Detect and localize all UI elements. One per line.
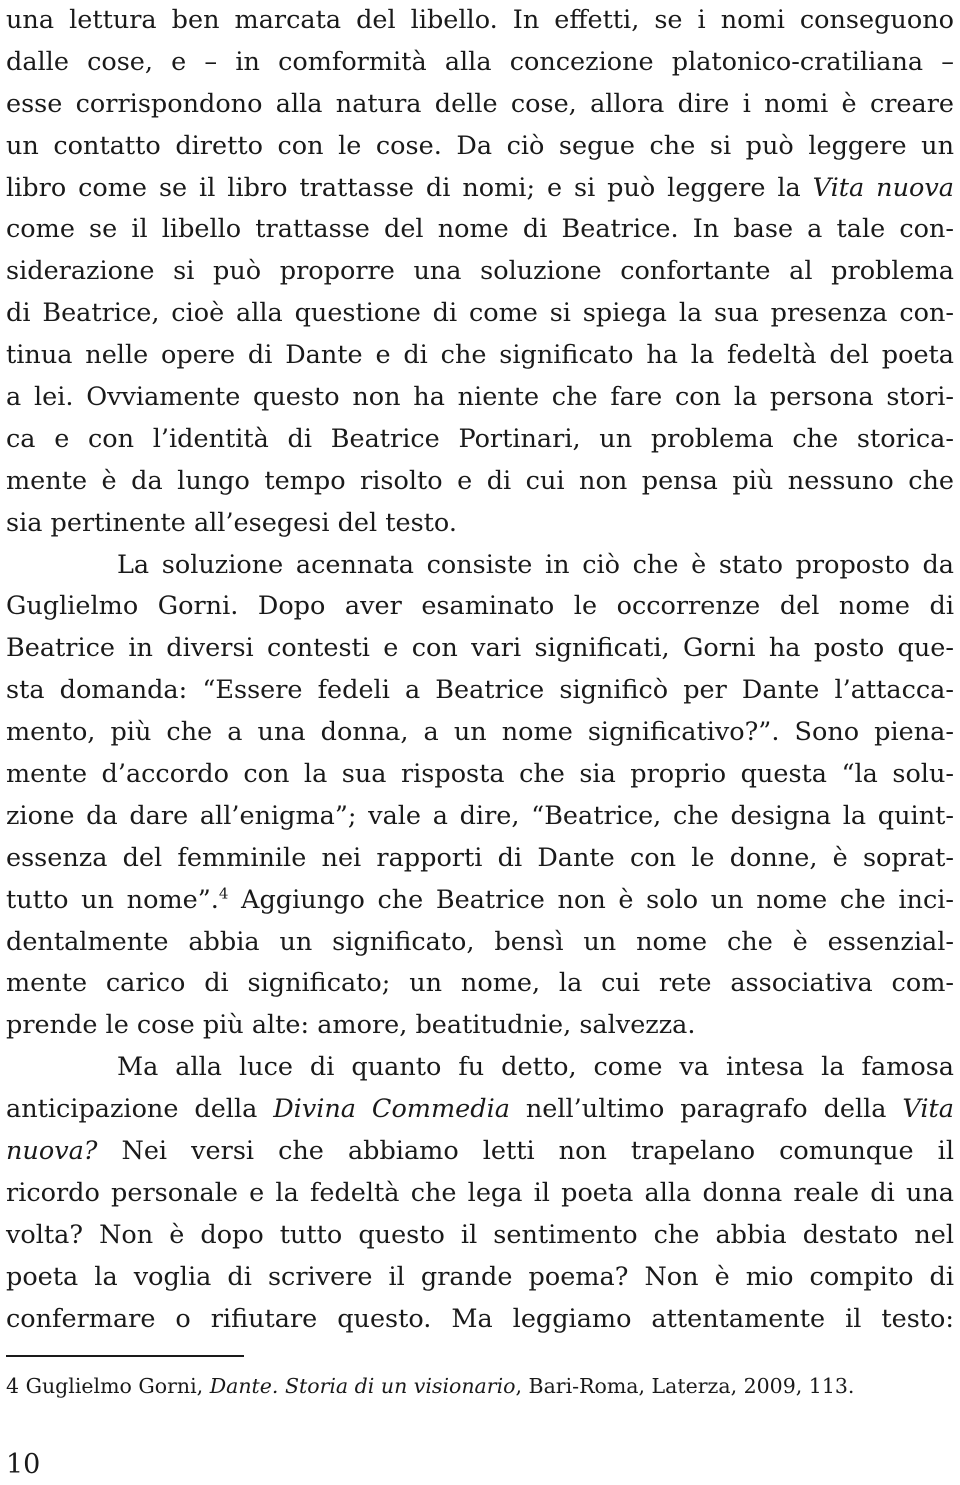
text-line — [6, 377, 954, 419]
text-span: una lettura ben marcata del libello. In effetti, se i nomi conseguono — [6, 5, 954, 35]
italic-title: Vita nuova — [812, 172, 954, 203]
text-line — [6, 1299, 954, 1341]
text-span: tutto un nome”. — [6, 884, 219, 915]
text-span: prende le cose più alte: amore, beatitudnie, salvezza. — [6, 1010, 696, 1041]
text-line — [6, 670, 954, 712]
text-span: La soluzione acennata consiste in ciò che è stato proposto da — [117, 549, 954, 580]
text-line — [6, 293, 954, 335]
paragraph-1 — [6, 0, 954, 545]
text-span: mente d’accordo con la sua risposta che sia proprio questa “la solu- — [6, 759, 954, 790]
text-span: sta domanda: “Essere fedeli a Beatrice significò per Dante l’attacca- — [6, 675, 954, 706]
text-span: ricordo personale e la fedeltà che lega il poeta alla donna reale di una — [6, 1177, 954, 1208]
text-line — [6, 42, 954, 84]
text-span: dalle cose, e – in comformità alla concezione platonico-cratiliana – — [6, 46, 954, 77]
text-span: tinua nelle opere di Dante e di che significato ha la fedeltà del poeta — [6, 340, 954, 371]
text-span: esse corrispondono alla natura delle cose, allora dire i nomi è creare — [6, 88, 954, 119]
text-line — [6, 1047, 954, 1089]
text-line — [6, 712, 954, 754]
text-line — [6, 335, 954, 377]
text-line — [6, 586, 954, 628]
text-span: anticipazione della — [6, 1094, 274, 1125]
footnote-author: Guglielmo Gorni, — [19, 1374, 210, 1398]
text-span: Guglielmo Gorni. Dopo aver esaminato le occorrenze del nome di — [6, 591, 954, 622]
footnote — [6, 1372, 854, 1400]
text-line — [6, 838, 954, 880]
page-number: 10 — [6, 1449, 41, 1480]
text-span: confermare o rifiutare questo. Ma leggiamo attentamente il testo: — [6, 1303, 954, 1334]
text-line — [6, 419, 954, 461]
text-line — [6, 963, 954, 1005]
footnote-number: 4 — [6, 1374, 20, 1398]
text-line — [6, 84, 954, 126]
footnote-title: Dante. Storia di un visionario — [209, 1374, 516, 1398]
text-span: Ma alla luce di quanto fu detto, come va intesa la famosa — [117, 1052, 954, 1083]
text-line — [6, 1215, 954, 1257]
paragraph-2 — [6, 545, 954, 1048]
text-line — [6, 126, 954, 168]
text-line — [6, 1257, 954, 1299]
text-line — [6, 1089, 954, 1131]
text-line — [6, 209, 954, 251]
text-span: volta? Non è dopo tutto questo il sentimento che abbia destato nel — [6, 1219, 954, 1250]
text-span: poeta la voglia di scrivere il grande poema? Non è mio compito di — [6, 1261, 954, 1292]
text-line — [6, 880, 954, 922]
text-span: mente carico di significato; un nome, la cui rete associativa com- — [6, 968, 954, 999]
text-span: libro come se il libro trattasse di nomi; e si può leggere la — [6, 172, 813, 203]
text-span: Aggiungo che Beatrice non è solo un nome che inci- — [228, 884, 954, 915]
text-line — [6, 168, 954, 210]
text-span: Beatrice in diversi contesti e con vari significati, Gorni ha posto que- — [6, 633, 954, 664]
page-body — [6, 0, 954, 1341]
text-span: a lei. Ovviamente questo non ha niente che fare con la persona stori- — [6, 382, 954, 413]
text-span: sia pertinente all’esegesi del testo. — [6, 507, 457, 538]
text-line — [6, 1005, 954, 1047]
text-line — [6, 545, 954, 587]
italic-title: Divina Commedia — [273, 1094, 510, 1125]
text-line — [6, 0, 954, 42]
text-line — [6, 1131, 954, 1173]
footnote-ref: 4 — [218, 884, 229, 903]
text-line — [6, 503, 954, 545]
text-span: dentalmente abbia un significato, bensì un nome che è essenzial- — [6, 926, 954, 957]
text-span: zione da dare all’enigma”; vale a dire, “Beatrice, che designa la quint- — [6, 800, 954, 831]
text-line — [6, 796, 954, 838]
text-span: essenza del femminile nei rapporti di Dante con le donne, è soprat- — [6, 842, 954, 873]
text-line — [6, 461, 954, 503]
text-span: ca e con l’identità di Beatrice Portinari, un problema che storica- — [6, 423, 954, 454]
text-line — [6, 754, 954, 796]
text-span: nell’ultimo paragrafo della — [509, 1094, 903, 1125]
text-line — [6, 922, 954, 964]
italic-title: nuova? — [6, 1136, 98, 1167]
text-span: mente è da lungo tempo risolto e di cui non pensa più nessuno che — [6, 465, 954, 496]
text-line — [6, 1173, 954, 1215]
footnote-publication: , Bari-Roma, Laterza, 2009, 113. — [515, 1374, 855, 1398]
italic-title: Vita — [902, 1094, 954, 1125]
paragraph-3 — [6, 1047, 954, 1340]
text-span: mento, più che a una donna, a un nome significativo?”. Sono piena- — [6, 717, 954, 748]
text-span: come se il libello trattasse del nome di Beatrice. In base a tale con- — [6, 214, 954, 245]
text-span: un contatto diretto con le cose. Da ciò segue che si può leggere un — [6, 130, 954, 161]
text-span: di Beatrice, cioè alla questione di come si spiega la sua presenza con- — [6, 298, 954, 329]
text-line — [6, 628, 954, 670]
text-span: siderazione si può proporre una soluzione confortante al problema — [6, 256, 954, 287]
footnote-divider — [6, 1355, 244, 1357]
text-span: Nei versi che abbiamo letti non trapelano comunque il — [97, 1136, 954, 1167]
text-line — [6, 251, 954, 293]
